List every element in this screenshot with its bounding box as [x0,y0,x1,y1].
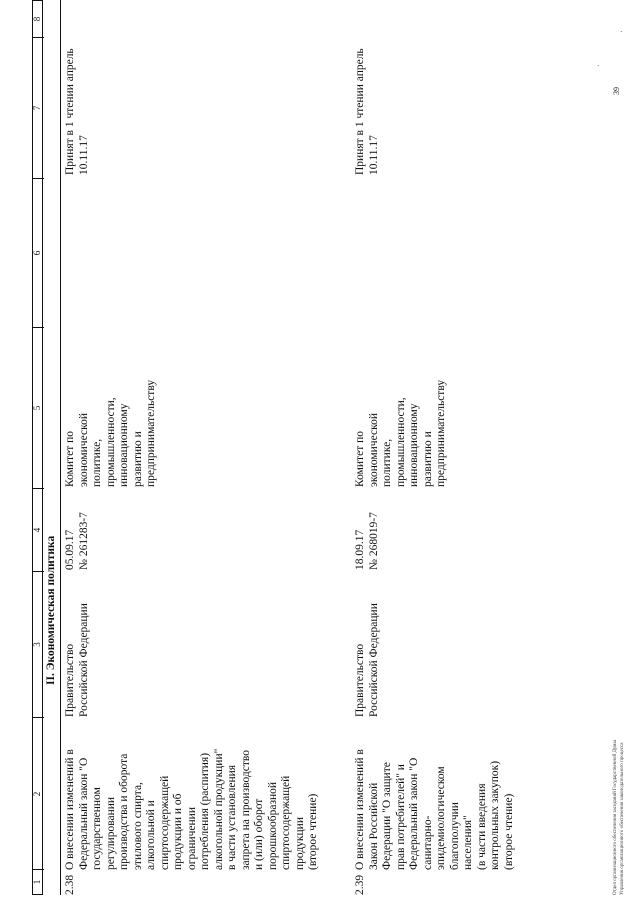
bill-title-line: спиртосодержащей [280,775,292,870]
bill-title-line: контрольных закупок) [489,760,501,870]
bill-title-line: и (или) оборот [253,798,265,870]
bill-registration [64,495,91,570]
bill-title-line: алкогольной и [145,800,157,870]
bill-title-line: спиртосодержащей [158,775,171,870]
bill-title-line: продукции и об [172,793,184,870]
footer-line: Управления организационного обеспечения законодательного процесса [620,742,625,895]
committee-line: инновационному [408,403,420,487]
col-number-3: 3 [32,642,42,647]
bill-title-line: О внесении изменений в [354,749,366,870]
committee-line: экономической [77,413,90,487]
bill-title-line: алкогольной продукции" [212,748,225,870]
col-number-1: 1 [32,879,42,885]
scan-speck: · [597,62,600,70]
committee-line: политике, [381,438,393,487]
col-divider [33,178,44,179]
committee-line: инновационному [118,403,130,487]
col-number-2: 2 [32,791,42,797]
col-number-6: 6 [32,250,42,256]
col-divider [33,37,44,38]
status-line: 10.11.17 [367,135,380,175]
bill-title-line: (в части введения [475,783,488,870]
col-number-8: 8 [32,16,42,22]
committee-line: промышленности, [104,397,117,487]
bill-registration [354,495,381,570]
section-divider [60,0,61,895]
col-divider [33,869,44,870]
registration-date: 05.09.17 [64,529,76,570]
col-divider [33,571,44,572]
bill-title [354,720,516,870]
legislation-table [32,0,640,895]
col-number-7: 7 [32,105,42,111]
bill-status [64,5,91,175]
bill-title-line: санитарно- [421,815,434,870]
row-number: 2.39 [354,874,366,895]
bill-title-line: запрета на производство [239,750,252,870]
bill-title-line: порошкообразной [266,781,279,870]
bill-title-line: производства и оборота [118,753,130,870]
bill-author-line: Российской Федерации [367,603,380,717]
bill-title-line: государственном [91,787,103,870]
bill-author [64,577,91,717]
committee-line: промышленности, [394,397,407,487]
bill-author-line: Правительство [354,643,366,717]
col-number-4: 4 [32,527,42,533]
committee-line: Комитет по [64,431,76,487]
committee-line: развитию и [131,431,144,487]
bill-title-line: Закон Российской [367,782,380,870]
bill-title-line: эпидемиологическом [435,766,447,870]
registration-number: № 268019-7 [367,512,380,570]
committee-line: экономической [367,413,380,487]
status-line: Принят в 1 чтении апрель [64,48,76,175]
scan-speck: · [620,28,623,36]
responsible-committee [354,317,449,487]
bill-title-line: в части установления [226,764,238,870]
committee-line: предпринимательству [435,379,447,487]
footer-line: Отдел организационного обеспечения заседаний Государственной Думы [613,740,618,895]
status-line: Принят в 1 чтении апрель [354,48,366,175]
page-number: 39 [612,87,621,95]
bill-author [354,577,381,717]
bill-title-line: продукции [293,817,306,870]
bill-title-line: (второе чтение) [307,793,319,870]
registration-date: 18.09.17 [354,529,366,570]
bill-title-line: ограничении [185,807,198,870]
col-divider [33,717,44,718]
bill-author-line: Российской Федерации [77,603,90,717]
col-number-5: 5 [32,405,42,411]
col-divider [33,488,44,489]
bill-title-line: прав потребителей" и [394,764,407,870]
bill-title-line: этилового спирта, [131,782,144,870]
bill-title [64,720,321,870]
committee-line: политике, [91,438,103,487]
bill-title-line: О внесении изменений в [64,749,76,870]
bill-title-line: потребления (распития) [199,752,211,870]
bill-title-line: благополучии [448,802,461,870]
bill-title-line: Федеральный закон "О [77,757,90,870]
committee-line: развитию и [421,431,434,487]
status-line: 10.11.17 [77,135,90,175]
registration-number: № 261283-7 [77,512,90,570]
bill-status [354,5,381,175]
column-number-header [32,0,43,895]
bill-title-line: регулировании [104,796,117,870]
committee-line: предпринимательству [145,379,157,487]
committee-line: Комитет по [354,431,366,487]
bill-title-line: населения" [462,815,474,870]
bill-title-line: Федерации "О защите [381,762,393,870]
page-footer [612,740,626,895]
bill-title-line: (второе чтение) [502,793,515,870]
bill-author-line: Правительство [64,643,76,717]
responsible-committee [64,317,159,487]
row-number: 2.38 [64,874,76,895]
section-title: II. Экономическая политика [45,535,57,685]
bill-title-line: Федеральный закон "О [408,757,420,870]
col-divider [33,327,44,328]
